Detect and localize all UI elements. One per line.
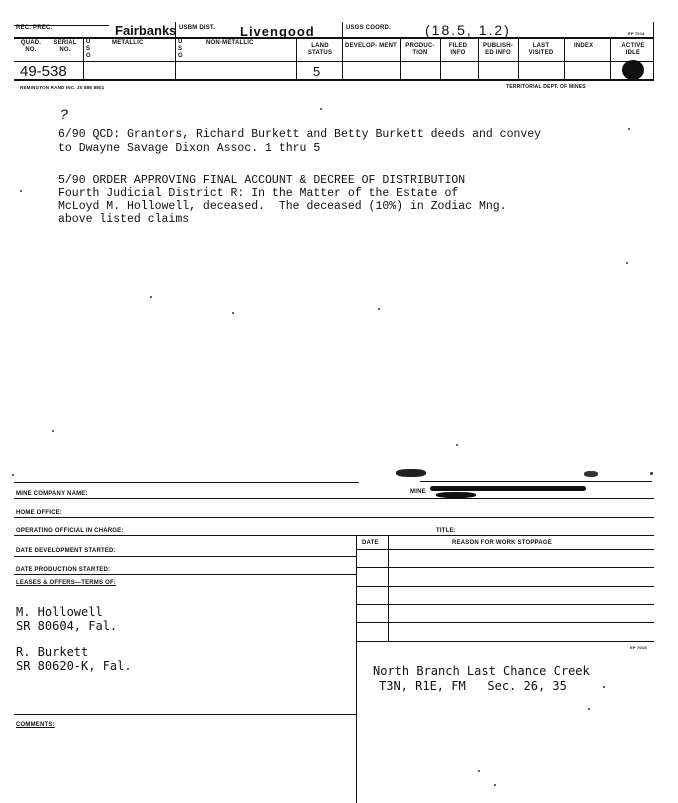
- location-line-2: T3N, R1E, FM Sec. 26, 35: [379, 679, 567, 693]
- dept-note: TERRITORIAL DEPT. OF MINES: [506, 84, 586, 90]
- ink-smudge: [430, 486, 586, 491]
- title-label: TITLE:: [436, 528, 456, 534]
- usbm-dist-value: Livengood: [240, 24, 315, 39]
- form-number-bottom: EP 7015: [630, 645, 647, 650]
- date-development-label: DATE DEVELOPMENT STARTED:: [16, 548, 116, 554]
- serial-value: 49-538: [20, 63, 67, 80]
- lease-1-serial: SR 80604, Fal.: [16, 619, 118, 633]
- col-usg-metallic: U S G: [86, 39, 91, 59]
- usgs-coord-value: (18.5, 1.2): [425, 22, 511, 38]
- district-name: Fairbanks: [115, 23, 177, 38]
- location-line-1: North Branch Last Chance Creek: [373, 664, 590, 678]
- col-usg-nonmetallic: U S G: [178, 39, 183, 59]
- question-mark: ?: [60, 106, 68, 122]
- col-active-idle: ACTIVE IDLE: [621, 43, 645, 56]
- form-number-top: EP 7014: [628, 31, 645, 36]
- rec-prec-label: REC. PREC.: [16, 25, 53, 31]
- col-non-metallic: NON-METALLIC: [206, 40, 254, 46]
- col-published-info: PUBLISH- ED INFO: [483, 43, 513, 56]
- note-entry-1-line-1: 6/90 QCD: Grantors, Richard Burkett and Betty Burkett deeds and convey: [58, 128, 542, 141]
- note-entry-2-line-3: McLoyd M. Hollowell, deceased. The deceased (10%) in Zodiac Mng.: [58, 200, 507, 213]
- col-quad-no: QUAD. NO.: [20, 40, 42, 53]
- col-development: DEVELOP- MENT: [345, 43, 397, 49]
- col-metallic: METALLIC: [112, 40, 144, 46]
- col-land-status: LAND STATUS: [307, 43, 333, 56]
- date-column-label: DATE: [362, 540, 379, 546]
- lease-1-name: M. Hollowell: [16, 605, 103, 619]
- home-office-label: HOME OFFICE:: [16, 510, 63, 516]
- usgs-coord-label: USGS COORD.: [346, 25, 391, 31]
- lease-2-name: R. Burkett: [16, 645, 89, 659]
- note-entry-2-line-4: above listed claims: [58, 213, 190, 226]
- note-entry-2-line-2: Fourth Judicial District R: In the Matter of the Estate of: [58, 187, 459, 200]
- printer-note: REMINGTON RAND INC. 20 888 8801: [20, 85, 105, 90]
- date-production-label: DATE PRODUCTION STARTED:: [16, 567, 111, 573]
- col-index: INDEX: [574, 43, 594, 49]
- active-marker-dot: [622, 60, 644, 80]
- col-serial-no: SERIAL NO.: [53, 40, 77, 53]
- comments-label: COMMENTS:: [16, 722, 55, 728]
- operating-official-label: OPERATING OFFICIAL IN CHARGE:: [16, 528, 124, 534]
- col-filed-info: FILED INFO: [448, 43, 468, 56]
- col-last-visited: LAST VISITED: [528, 43, 554, 56]
- reason-column-label: REASON FOR WORK STOPPAGE: [452, 540, 552, 546]
- lease-2-serial: SR 80620-K, Fal.: [16, 659, 132, 673]
- mine-company-name-label: MINE COMPANY NAME:: [16, 491, 88, 497]
- col-production: PRODUC- TION: [405, 43, 435, 56]
- leases-label: LEASES & OFFERS—TERMS OF:: [16, 580, 117, 586]
- land-status-value: 5: [313, 64, 321, 79]
- note-entry-2-line-1: 5/90 ORDER APPROVING FINAL ACCOUNT & DECREE OF DISTRIBUTION: [58, 174, 466, 187]
- mine-label: MINE: [410, 489, 426, 495]
- ink-smudge: [396, 469, 426, 477]
- ink-smudge: [584, 471, 598, 477]
- usbm-dist-label: USBM DIST.: [179, 25, 216, 31]
- note-entry-1-line-2: to Dwayne Savage Dixon Assoc. 1 thru 5: [58, 142, 321, 155]
